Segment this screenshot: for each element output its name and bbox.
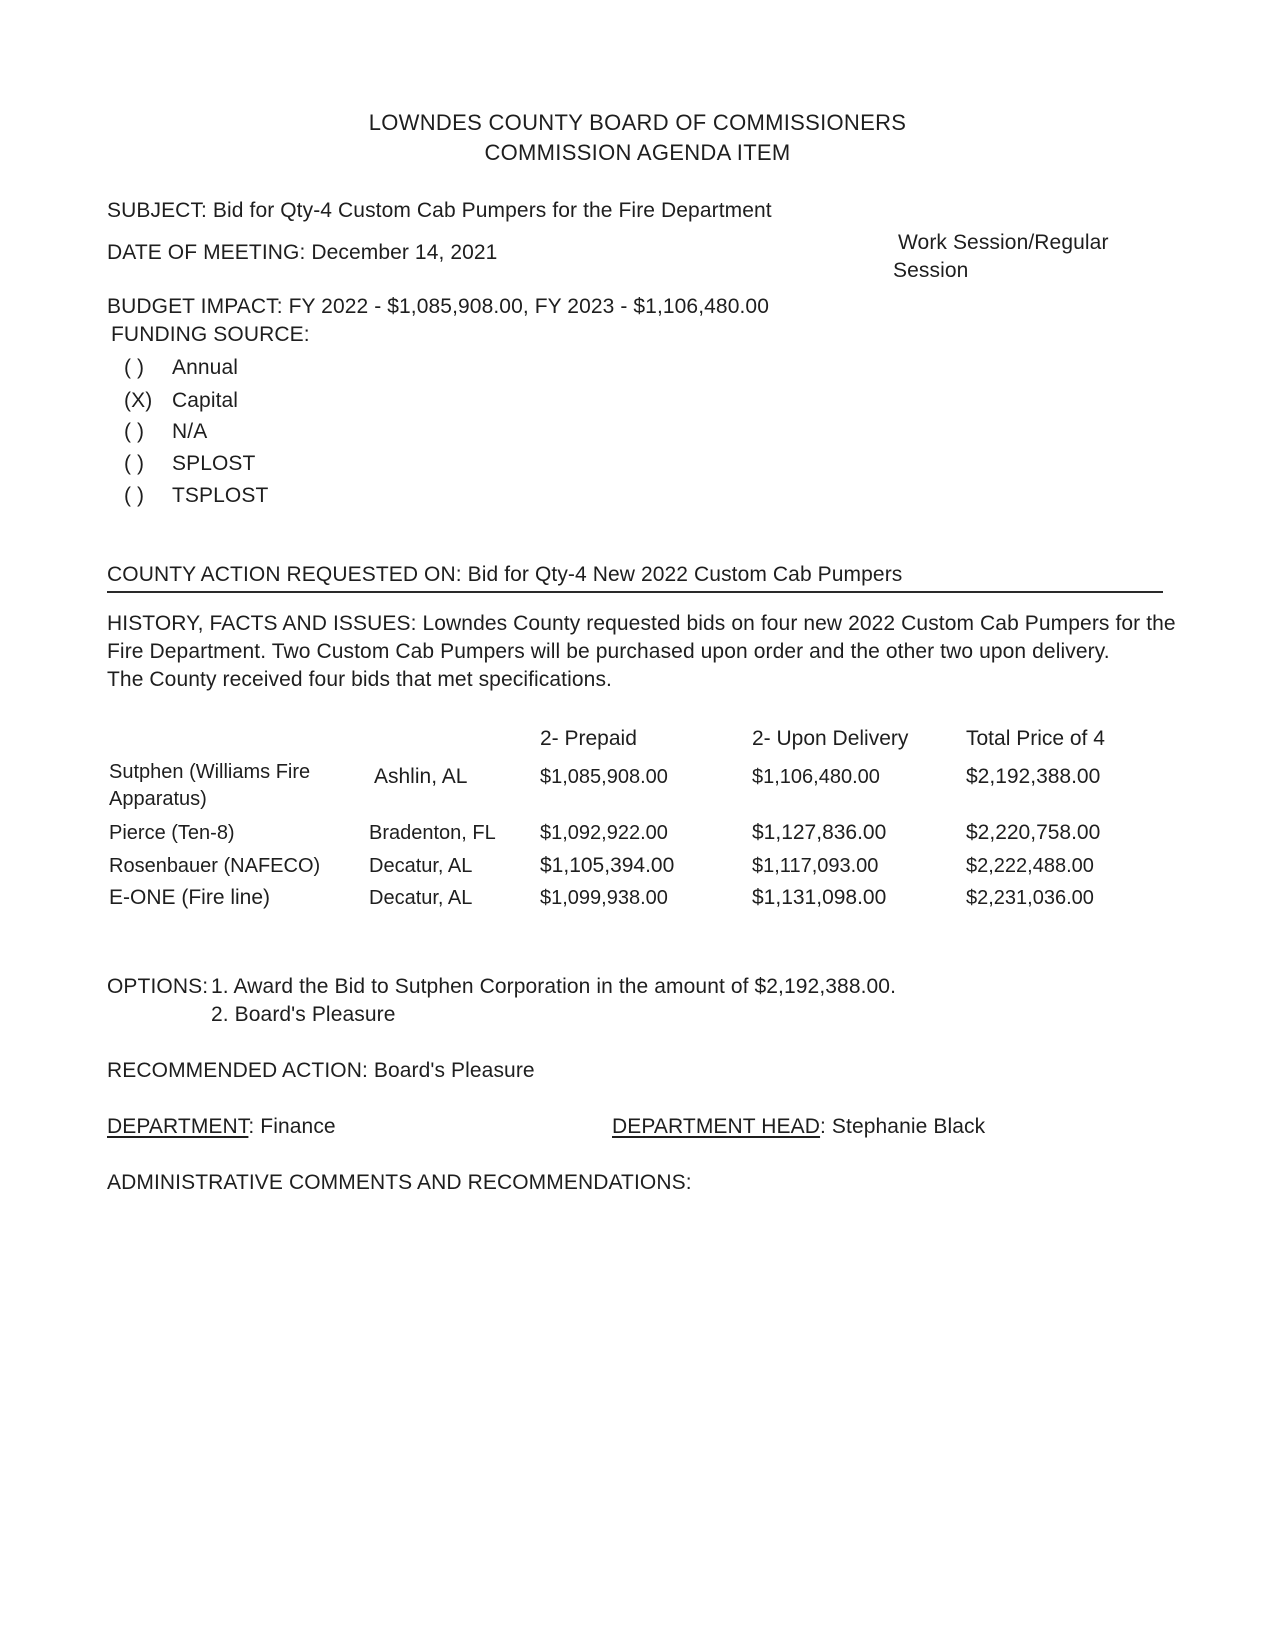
funding-option-mark: ( ) — [124, 484, 145, 507]
department-head — [612, 1115, 985, 1139]
department — [107, 1115, 336, 1139]
option-item-2: 2. Board's Pleasure — [211, 1003, 396, 1026]
funding-option-label: TSPLOST — [172, 484, 269, 507]
department-head-value: : Stephanie Black — [820, 1115, 986, 1138]
header-title: LOWNDES COUNTY BOARD OF COMMISSIONERS — [368, 110, 907, 135]
funding-source-label: FUNDING SOURCE: — [111, 323, 310, 346]
department-value: : Finance — [248, 1115, 336, 1138]
prepaid-price: $1,092,922.00 — [540, 822, 668, 844]
column-header-total: Total Price of 4 — [966, 727, 1105, 750]
recommended-action: RECOMMENDED ACTION: Board's Pleasure — [107, 1059, 535, 1082]
section-divider — [107, 591, 1163, 593]
total-price: $2,192,388.00 — [966, 765, 1101, 788]
delivery-price: $1,127,836.00 — [752, 821, 887, 844]
funding-option-label: N/A — [172, 420, 208, 443]
budget-impact: BUDGET IMPACT: FY 2022 - $1,085,908.00, FY 2023 - $1,106,480.00 — [107, 295, 769, 318]
options-label: OPTIONS: — [107, 975, 209, 998]
funding-option-label: Annual — [172, 356, 238, 379]
vendor-name: Rosenbauer (NAFECO) — [109, 855, 321, 877]
funding-option-mark: ( ) — [124, 452, 145, 475]
funding-option-mark: (X) — [124, 389, 153, 412]
meeting-date: DATE OF MEETING: December 14, 2021 — [107, 241, 498, 264]
vendor-location: Decatur, AL — [369, 855, 473, 877]
prepaid-price: $1,105,394.00 — [540, 854, 675, 877]
vendor-name: Sutphen (Williams Fire — [109, 761, 311, 783]
department-label: DEPARTMENT — [107, 1115, 249, 1138]
session-type-line1: Work Session/Regular — [898, 231, 1109, 254]
delivery-price: $1,131,098.00 — [752, 886, 887, 909]
vendor-name-cont: Apparatus) — [109, 788, 207, 810]
county-action-requested: COUNTY ACTION REQUESTED ON: Bid for Qty-4 New 2022 Custom Cab Pumpers — [107, 563, 903, 586]
vendor-name: Pierce (Ten-8) — [109, 822, 235, 844]
funding-option-label: Capital — [172, 389, 239, 412]
option-item-1: 1. Award the Bid to Sutphen Corporation in the amount of $2,192,388.00. — [211, 975, 897, 998]
subject-line: SUBJECT: Bid for Qty-4 Custom Cab Pumpers for the Fire Department — [107, 199, 772, 222]
total-price: $2,220,758.00 — [966, 821, 1101, 844]
history-line-3: The County received four bids that met specifications. — [107, 668, 612, 691]
prepaid-price: $1,085,908.00 — [540, 766, 668, 788]
prepaid-price: $1,099,938.00 — [540, 887, 668, 909]
total-price: $2,231,036.00 — [966, 887, 1094, 909]
column-header-delivery: 2- Upon Delivery — [752, 727, 909, 750]
history-line-2: Fire Department. Two Custom Cab Pumpers will be purchased upon order and the other two upon delivery. — [107, 640, 1110, 663]
history-line-1: HISTORY, FACTS AND ISSUES: Lowndes County requested bids on four new 2022 Custom Cab Pumpers for the — [107, 612, 1176, 635]
header-subtitle: COMMISSION AGENDA ITEM — [484, 140, 791, 165]
funding-option-label: SPLOST — [172, 452, 256, 475]
total-price: $2,222,488.00 — [966, 855, 1094, 877]
funding-option-mark: ( ) — [124, 356, 145, 379]
vendor-location: Decatur, AL — [369, 887, 473, 909]
administrative-comments: ADMINISTRATIVE COMMENTS AND RECOMMENDATIONS: — [107, 1171, 692, 1194]
department-head-label: DEPARTMENT HEAD — [612, 1115, 821, 1138]
column-header-prepaid: 2- Prepaid — [540, 727, 637, 750]
delivery-price: $1,117,093.00 — [752, 855, 879, 877]
funding-option-mark: ( ) — [124, 420, 145, 443]
vendor-name: E-ONE (Fire line) — [109, 886, 271, 909]
vendor-location: Bradenton, FL — [369, 822, 496, 844]
vendor-location: Ashlin, AL — [374, 765, 468, 788]
delivery-price: $1,106,480.00 — [752, 766, 880, 788]
session-type-line2: Session — [893, 259, 969, 282]
